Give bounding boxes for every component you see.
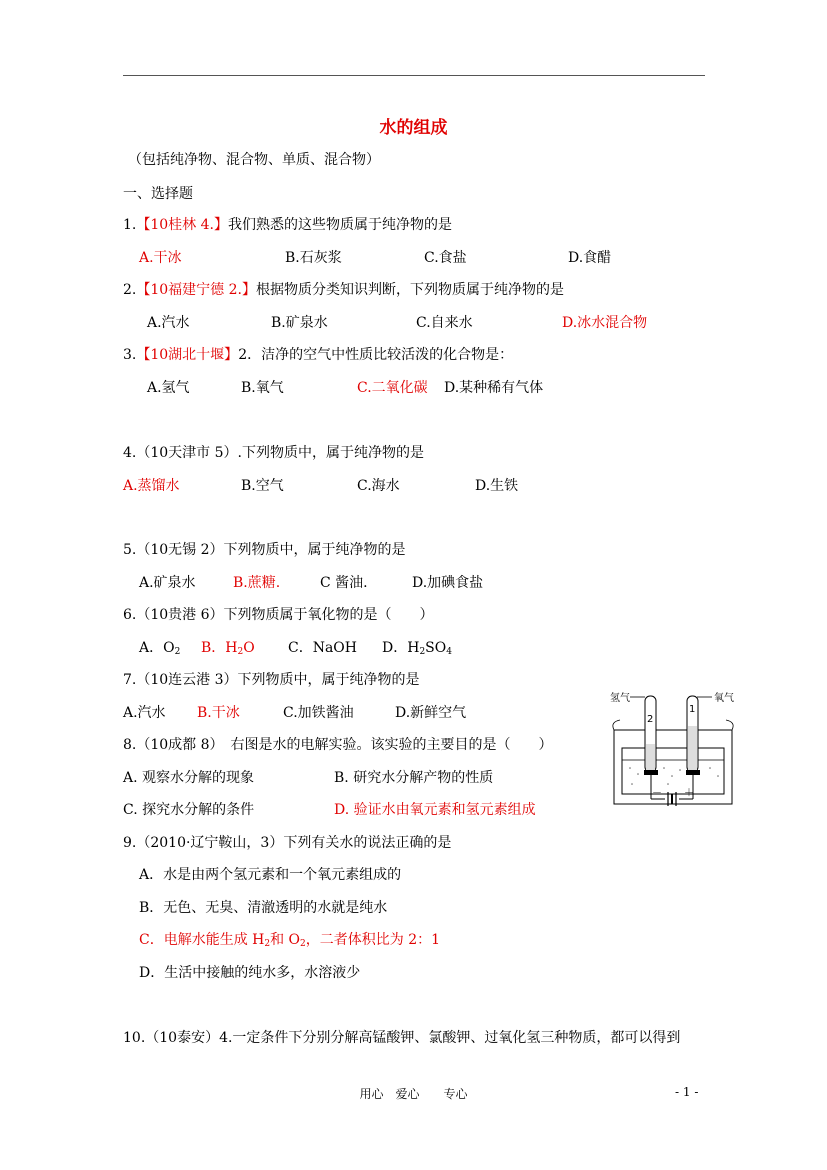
- q2-option-a: A.汽水: [147, 315, 190, 331]
- page-title: 水的组成: [379, 118, 448, 138]
- q8-option-a: A. 观察水分解的现象: [123, 770, 255, 786]
- header-rule: [123, 75, 705, 76]
- q1-option-a: A.干冰: [139, 250, 182, 266]
- q5-option-c: C 酱油.: [320, 575, 368, 591]
- q7-option-a: A.汽水: [123, 705, 166, 721]
- page-number: - 1 -: [675, 1085, 699, 1099]
- q6-option-b: B．$H_2O$: [201, 640, 255, 657]
- figure-tube-left-number: 2: [647, 714, 654, 725]
- q6-option-a: A．$O_2$: [139, 640, 181, 657]
- q8-option-b: B. 研究水分解产物的性质: [334, 770, 494, 786]
- question-8: 8.（10成都 8） 右图是水的电解实验。该实验的主要目的是（ ）: [123, 737, 553, 753]
- page-footer: 用心 爱心 专心: [359, 1087, 468, 1101]
- q9-option-c: C．电解水能生成 $H_2$和 $O_2$，二者体积比为 2：1: [139, 932, 441, 949]
- q5-option-a: A.矿泉水: [139, 575, 196, 591]
- question-1: 1.【10桂林 4.】我们熟悉的这些物质属于纯净物的是: [123, 217, 452, 233]
- q2-option-b: B.矿泉水: [271, 315, 328, 331]
- q2-option-d: D.冰水混合物: [562, 315, 648, 331]
- question-4: 4.（10天津市 5）.下列物质中，属于纯净物的是: [123, 445, 424, 461]
- q4-option-c: C.海水: [357, 478, 400, 494]
- question-6: 6.（10贵港 6）下列物质属于氧化物的是（ ）: [123, 607, 434, 623]
- figure-label-hydrogen: 氢气: [610, 693, 630, 704]
- question-5: 5.（10无锡 2）下列物质中，属于纯净物的是: [123, 542, 406, 558]
- q4-option-a: A.蒸馏水: [123, 478, 180, 494]
- q6-option-d: D．$H_2SO_4$: [382, 640, 452, 657]
- q3-option-d: D.某种稀有气体: [444, 380, 544, 396]
- question-10: 10.（10泰安）4.一定条件下分别分解高锰酸钾、氯酸钾、过氧化氢三种物质，都可以得到: [123, 1030, 681, 1046]
- q1-option-d: D.食醋: [568, 250, 612, 266]
- question-7: 7.（10连云港 3）下列物质中，属于纯净物的是: [123, 672, 420, 688]
- q9-option-a: A．水是由两个氢元素和一个氧元素组成的: [139, 867, 402, 883]
- question-3: 3.【10湖北十堰】2．洁净的空气中性质比较活泼的化合物是：: [123, 347, 514, 363]
- q7-option-b: B.干冰: [197, 705, 240, 721]
- q7-option-d: D.新鲜空气: [395, 705, 467, 721]
- question-2: 2.【10福建宁德 2.】根据物质分类知识判断，下列物质属于纯净物的是: [123, 282, 564, 298]
- section-heading: 一、选择题: [123, 186, 193, 202]
- q8-option-c: C. 探究水分解的条件: [123, 802, 255, 818]
- q3-option-b: B.氧气: [241, 380, 284, 396]
- q6-option-c: C．NaOH: [288, 640, 357, 656]
- q8-option-d: D. 验证水由氧元素和氢元素组成: [334, 802, 536, 818]
- q7-option-c: C.加铁酱油: [283, 705, 354, 721]
- figure-positive-sign: ＋: [684, 788, 694, 799]
- figure-tube-right-number: 1: [689, 704, 696, 715]
- q3-option-c: C.二氧化碳: [357, 380, 428, 396]
- q1-option-b: B.石灰浆: [285, 250, 342, 266]
- q3-option-a: A.氢气: [147, 380, 190, 396]
- q9-option-b: B．无色、无臭、清澈透明的水就是纯水: [139, 900, 388, 916]
- q9-option-d: D．生活中接触的纯水多，水溶液少: [139, 965, 361, 981]
- q5-option-b: B.蔗糖.: [233, 575, 281, 591]
- figure-label-oxygen: 氧气: [714, 693, 734, 704]
- q4-option-d: D.生铁: [475, 478, 519, 494]
- figure-negative-sign: －: [652, 788, 662, 799]
- q2-option-c: C.自来水: [416, 315, 473, 331]
- electrolysis-apparatus-figure: [608, 684, 738, 808]
- q5-option-d: D.加碘食盐: [412, 575, 484, 591]
- question-9: 9.（2010·辽宁鞍山，3）下列有关水的说法正确的是: [123, 835, 452, 851]
- q4-option-b: B.空气: [241, 478, 284, 494]
- q1-option-c: C.食盐: [424, 250, 467, 266]
- subtitle: （包括纯净物、混合物、单质、混合物）: [128, 152, 380, 168]
